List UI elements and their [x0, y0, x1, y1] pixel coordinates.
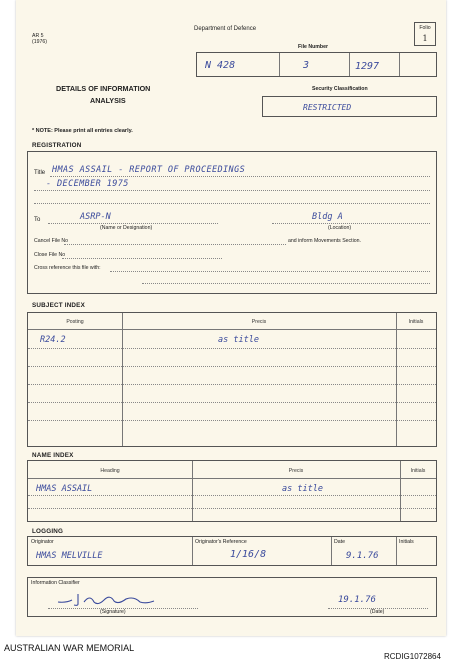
name-index-table	[27, 460, 437, 522]
subject-index-heading: SUBJECT INDEX	[32, 302, 85, 309]
footer-record-id: RCDIG1072864	[384, 652, 441, 661]
classifier-box	[27, 577, 437, 617]
file-number-label: File Number	[298, 44, 328, 50]
name-col-initials: Initials	[410, 468, 426, 474]
classifier-signature	[54, 590, 166, 608]
initials-label: Initials	[399, 539, 414, 545]
security-value: RESTRICTED	[303, 103, 352, 112]
name-index-heading: NAME INDEX	[32, 452, 74, 459]
reference-label: Originator's Reference	[195, 539, 247, 545]
form-title-line1: DETAILS OF INFORMATION	[56, 84, 151, 93]
close-file-label: Close File No	[34, 252, 66, 258]
logging-table	[27, 536, 437, 566]
folio-number: 1	[422, 34, 428, 43]
registration-box	[27, 151, 437, 294]
classifier-label: Information Classifier	[31, 580, 80, 586]
security-box	[262, 96, 437, 117]
name-col-heading: Heading	[100, 468, 120, 474]
file-number-box	[196, 52, 437, 77]
date-label: Date	[334, 539, 345, 545]
file-part-1: N 428	[205, 60, 236, 71]
location-value: Bldg A	[312, 212, 343, 222]
form-year: (1976)	[32, 39, 47, 45]
subject-col-initials: Initials	[408, 319, 424, 325]
name-hint: (Name or Designation)	[100, 225, 153, 231]
inform-label: and inform Movements Section.	[288, 238, 361, 244]
file-part-2: 3	[303, 60, 310, 71]
department-label: Department of Defence	[194, 26, 257, 32]
cancel-file-label: Cancel File No	[34, 238, 69, 244]
subject-col-precis: Precis	[251, 319, 267, 325]
registration-heading: REGISTRATION	[32, 142, 82, 149]
folio-box	[414, 22, 436, 46]
name-col-precis: Precis	[288, 468, 304, 474]
signature-hint: (Signature)	[100, 609, 126, 615]
to-label: To	[34, 217, 41, 223]
subject-col-posting: Posting	[66, 319, 84, 325]
originator-label: Originator	[31, 539, 54, 545]
form-paper	[16, 0, 446, 636]
form-title-line2: ANALYSIS	[90, 96, 126, 105]
title-value-line1: HMAS ASSAIL - REPORT OF PROCEEDINGS	[52, 165, 246, 175]
subject-index-table	[27, 312, 437, 447]
originator-value: HMAS MELVILLE	[36, 551, 103, 561]
title-label: Title	[34, 170, 46, 176]
logging-date-value: 9.1.76	[346, 551, 379, 561]
file-part-3: 1297	[355, 61, 380, 72]
name-heading-value: HMAS ASSAIL	[36, 484, 93, 494]
cross-reference-label: Cross reference this file with:	[34, 265, 101, 271]
reference-value: 1/16/8	[230, 549, 267, 560]
classifier-date-value: 19.1.76	[338, 595, 376, 605]
subject-posting-value: R24.2	[40, 335, 66, 345]
folio-label: Folio	[419, 25, 431, 31]
subject-precis-value: as title	[218, 335, 259, 345]
name-precis-value: as title	[282, 484, 323, 494]
location-hint: (Location)	[328, 225, 352, 231]
form-code: AR 5	[32, 33, 44, 39]
security-label: Security Classification	[312, 86, 368, 92]
print-note: * NOTE: Please print all entries clearly.	[32, 128, 133, 134]
title-value-line2: - DECEMBER 1975	[46, 179, 129, 189]
footer-archive-name: AUSTRALIAN WAR MEMORIAL	[4, 643, 135, 653]
to-value: ASRP-N	[80, 212, 111, 222]
logging-heading: LOGGING	[32, 528, 64, 535]
date-hint: (Date)	[370, 609, 385, 615]
